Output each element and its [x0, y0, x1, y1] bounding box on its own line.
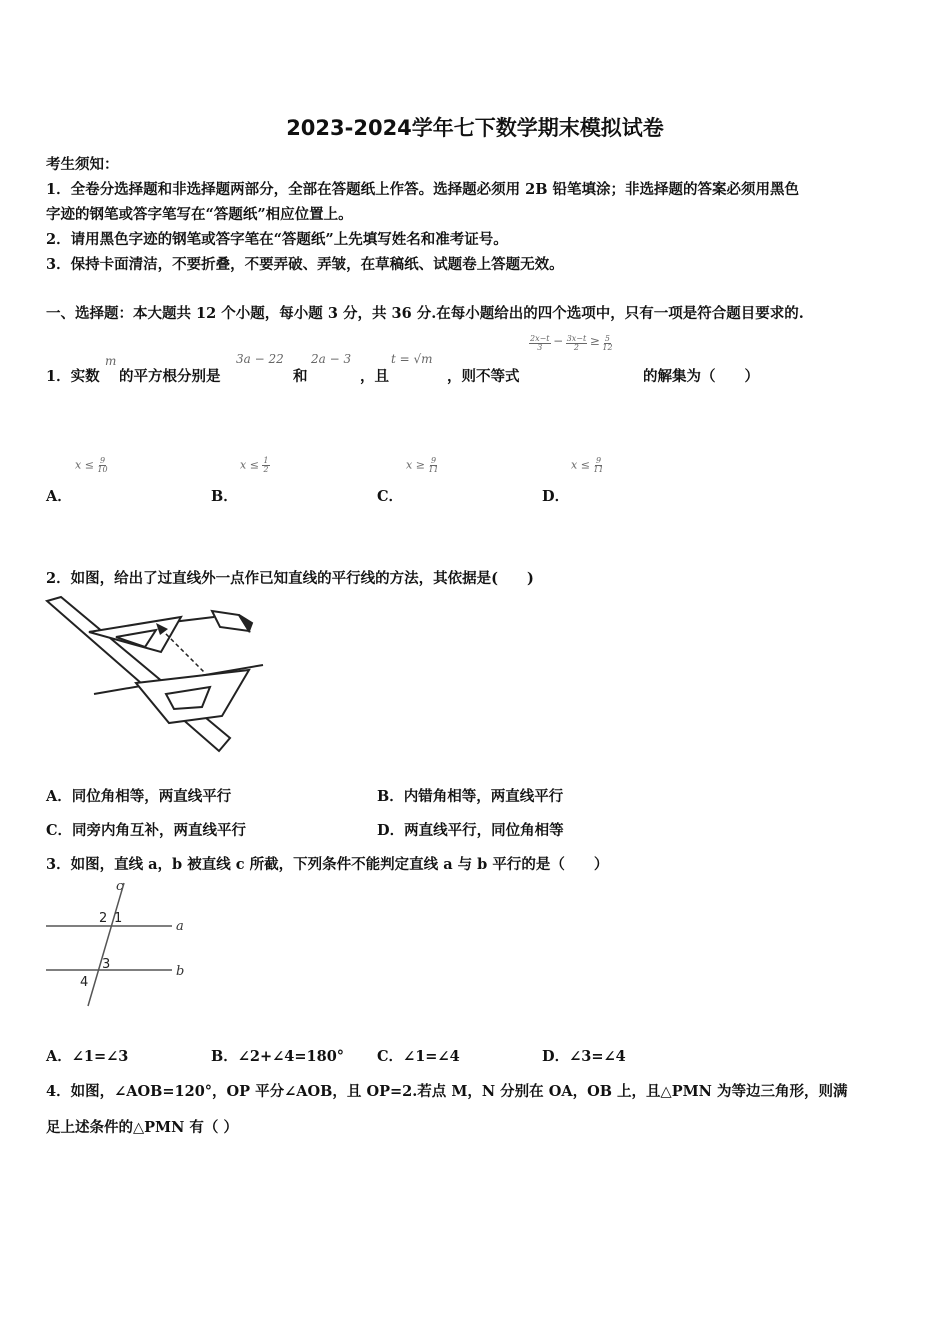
ineq-den-1: 3 [537, 342, 543, 352]
page-title: 2023-2024学年七下数学期末模拟试卷 [286, 116, 664, 140]
q1-t: t = √m [391, 352, 433, 366]
q1-b-den: 2 [263, 465, 269, 474]
q3-option-a: A．∠1=∠3 [46, 1048, 129, 1065]
q1-c-den: 11 [428, 465, 439, 474]
q3-figure [44, 878, 189, 1016]
ineq-minus: − [553, 334, 564, 348]
ineq-den-2: 2 [573, 342, 579, 352]
q1-b-num: 1 [263, 456, 269, 465]
q1-option-c-expr [406, 457, 439, 474]
q3-stem: 3．如图，直线 a，b 被直线 c 所截，下列条件不能判定直线 a 与 b 平行的是（ ） [46, 856, 609, 873]
q3-option-d: D．∠3=∠4 [542, 1048, 626, 1065]
label-b: b [176, 964, 185, 979]
q1-inequality [529, 334, 613, 352]
q2-option-b: B．内错角相等，两直线平行 [377, 788, 564, 805]
label-c: c [116, 879, 124, 894]
ruler [47, 597, 230, 751]
q1-a-den: 10 [97, 465, 108, 474]
q4-line-2: 足上述条件的△PMN 有（ ） [46, 1119, 238, 1136]
q1-text-2: 的平方根分别是 [119, 368, 221, 385]
q1-c-num: 9 [430, 456, 437, 465]
slide-path [161, 629, 204, 672]
q1-option-d-label: D． [542, 488, 570, 505]
q4-line-1: 4．如图，∠AOB=120°，OP 平分∠AOB，且 OP=2.若点 M，N 分别在 OA，OB 上，且△PMN 为等边三角形，则满 [46, 1083, 848, 1100]
ineq-den-3: 12 [602, 342, 613, 352]
ineq-num-1: 2x−t [530, 333, 550, 343]
q2-option-d: D．两直线平行，同位角相等 [377, 822, 564, 839]
q1-text-6: 的解集为（ ） [643, 368, 759, 385]
q1-b-lhs: x ≤ [240, 458, 259, 472]
q1-d-num: 9 [595, 456, 602, 465]
q1-option-a-expr [75, 457, 108, 474]
q1-d-den: 11 [593, 465, 604, 474]
q1-m: m [105, 354, 117, 368]
q1-option-b-expr [240, 457, 270, 474]
section-heading: 一、选择题：本大题共 12 个小题，每小题 3 分，共 36 分.在每小题给出的四个选项中，只有一项是符合题目要求的. [46, 305, 804, 322]
q1-d-lhs: x ≤ [571, 458, 590, 472]
angle-label-4: 4 [80, 975, 89, 990]
label-a: a [176, 919, 184, 934]
q1-option-c-label: C． [377, 488, 404, 505]
q2-figure [44, 595, 269, 757]
angle-label-2: 2 [99, 911, 108, 926]
q3-option-c: C．∠1=∠4 [377, 1048, 460, 1065]
q1-c-lhs: x ≥ [406, 458, 425, 472]
q1-option-d-expr [571, 457, 604, 474]
line-c [88, 883, 124, 1006]
notice-heading: 考生须知： [46, 156, 119, 173]
q1-expr-2: 2a − 3 [311, 352, 352, 366]
q1-a-lhs: x ≤ [75, 458, 94, 472]
ineq-ge: ≥ [589, 334, 600, 348]
q2-option-c: C．同旁内角互补，两直线平行 [46, 822, 247, 839]
ineq-num-2: 3x−t [566, 333, 587, 343]
angle-label-1: 1 [114, 911, 123, 926]
notice-line-4: 3．保持卡面清洁，不要折叠，不要弄破、弄皱，在草稿纸、试题卷上答题无效。 [46, 256, 564, 273]
angle-label-3: 3 [102, 957, 111, 972]
q1-a-num: 9 [99, 456, 106, 465]
ineq-num-3: 5 [604, 333, 611, 343]
q1-option-a-label: A． [46, 488, 72, 505]
notice-line-1: 1．全卷分选择题和非选择题两部分，全部在答题纸上作答。选择题必须用 2B 铅笔填涂；非选择题的答案必须用黑色 [46, 181, 800, 198]
q1-expr-1: 3a − 22 [236, 352, 284, 366]
q1-text-5: ，则不等式 [447, 368, 520, 385]
q2-option-a: A．同位角相等，两直线平行 [46, 788, 232, 805]
q1-text-4: ，且 [360, 368, 389, 385]
notice-line-2: 字迹的钢笔或答字笔写在“答题纸”相应位置上。 [46, 206, 353, 223]
q3-option-b: B．∠2+∠4=180° [211, 1048, 345, 1065]
q1-text-3: 和 [293, 368, 308, 385]
q1-option-b-label: B． [211, 488, 238, 505]
q1-text-1: 1．实数 [46, 368, 100, 385]
notice-line-3: 2．请用黑色字迹的钢笔或答字笔在“答题纸”上先填写姓名和准考证号。 [46, 231, 508, 248]
q2-stem: 2．如图，给出了过直线外一点作已知直线的平行线的方法，其依据是( ) [46, 570, 534, 587]
